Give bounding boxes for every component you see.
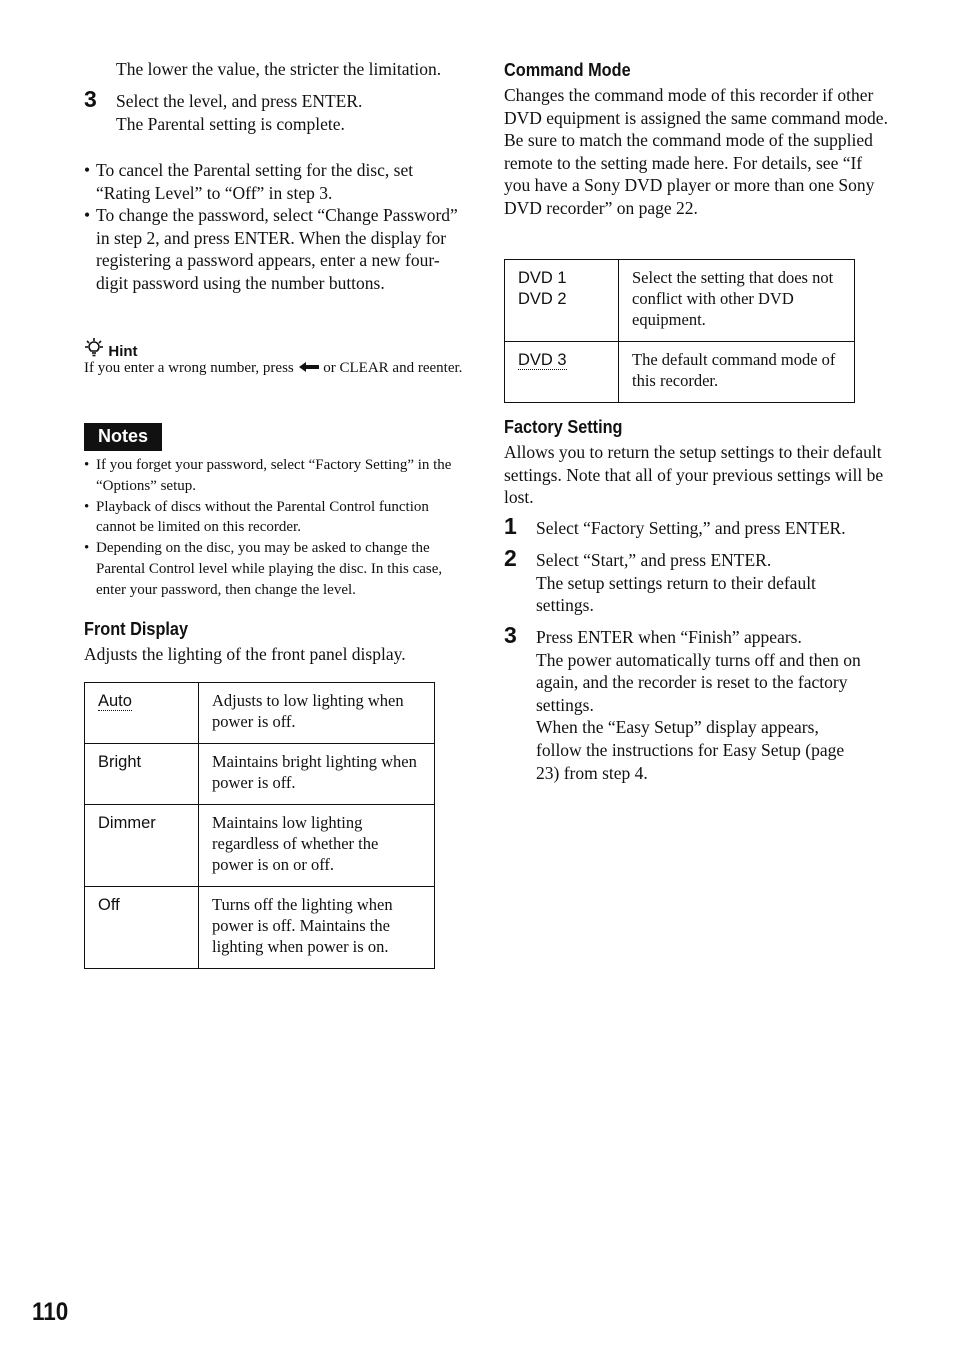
notes-badge: Notes bbox=[84, 423, 162, 451]
front-display-description: Adjusts the lighting of the front panel display. bbox=[84, 644, 406, 664]
notes-list bbox=[84, 455, 469, 601]
step-text-line: Select the level, and press ENTER. bbox=[116, 91, 363, 111]
step-number: 2 bbox=[504, 545, 517, 571]
front-display-title: Front Display bbox=[84, 618, 189, 639]
option-key: DVD 3 bbox=[518, 351, 567, 369]
option-description: Maintains bright lighting when power is off. bbox=[199, 744, 435, 805]
factory-step-1 bbox=[504, 513, 924, 540]
step-text-line: Press ENTER when “Finish” appears. bbox=[536, 627, 802, 647]
step-number: 3 bbox=[84, 86, 97, 112]
option-description: Turns off the lighting when power is off. Maintains the lighting when power is on. bbox=[199, 887, 435, 969]
note-item: • Depending on the disc, you may be asked to change the Parental Control level while playing the disc. In this case, enter your password, then change the level. bbox=[84, 538, 469, 600]
step-number: 3 bbox=[504, 622, 517, 648]
table-row bbox=[85, 805, 435, 887]
factory-step-3 bbox=[504, 622, 924, 784]
return-arrow-icon bbox=[298, 360, 324, 376]
option-key: Off bbox=[85, 887, 199, 969]
table-row bbox=[85, 683, 435, 744]
command-mode-table bbox=[504, 259, 855, 403]
note-item: • Playback of discs without the Parental Control function cannot be limited on this recorder. bbox=[84, 497, 469, 539]
option-key: Auto bbox=[98, 692, 132, 710]
option-key: DVD 1 bbox=[518, 269, 567, 287]
step-text-line: The power automatically turns off and then on again, and the recorder is reset to the factory settings. bbox=[536, 649, 861, 715]
table-row bbox=[505, 342, 855, 403]
option-description: Select the setting that does not conflict with other DVD equipment. bbox=[619, 260, 855, 342]
option-description: Adjusts to low lighting when power is off. bbox=[199, 683, 435, 744]
factory-step-2 bbox=[504, 545, 924, 617]
command-mode-description: Changes the command mode of this recorder if other DVD equipment is assigned the same command mode. Be sure to match the command mode of the supplied remote to the setting made here. For details, see “If you have a Sony DVD player or more than one Sony DVD recorder” on page 22. bbox=[504, 85, 888, 218]
step-text-line: Select “Factory Setting,” and press ENTER. bbox=[536, 518, 846, 538]
option-description: The default command mode of this recorder. bbox=[619, 342, 855, 403]
option-key: DVD 2 bbox=[518, 290, 567, 308]
option-description: Maintains low lighting regardless of whether the power is on or off. bbox=[199, 805, 435, 887]
step-text-line: When the “Easy Setup” display appears, follow the instructions for Easy Setup (page 23) from step 4. bbox=[536, 717, 845, 783]
hint-text: If you enter a wrong number, press or CLEAR and reenter. bbox=[84, 360, 463, 376]
step-number: 1 bbox=[504, 513, 517, 539]
factory-setting-description: Allows you to return the setup settings to their default settings. Note that all of your previous settings will be lost. bbox=[504, 442, 884, 508]
command-mode-title: Command Mode bbox=[504, 59, 631, 80]
list-item: • To cancel the Parental setting for the disc, set “Rating Level” to “Off” in step 3. bbox=[84, 159, 469, 204]
option-key: Bright bbox=[85, 744, 199, 805]
table-row bbox=[85, 887, 435, 969]
tips-list bbox=[84, 159, 469, 295]
list-item: • To change the password, select “Change Password” in step 2, and press ENTER. When the display for registering a password appears, enter a new four-digit password using the number buttons. bbox=[84, 204, 469, 294]
front-display-table bbox=[84, 682, 435, 969]
note-item: • If you forget your password, select “Factory Setting” in the “Options” setup. bbox=[84, 455, 469, 497]
lightbulb-icon bbox=[84, 340, 108, 360]
step-text-line: Select “Start,” and press ENTER. bbox=[536, 550, 772, 570]
step-text-line: The setup settings return to their default settings. bbox=[536, 572, 816, 616]
table-row bbox=[85, 744, 435, 805]
factory-setting-title: Factory Setting bbox=[504, 416, 623, 437]
step-text-line: The Parental setting is complete. bbox=[116, 113, 345, 134]
step-3 bbox=[84, 86, 504, 135]
table-row bbox=[505, 260, 855, 342]
option-key: Dimmer bbox=[85, 805, 199, 887]
page-number: 110 bbox=[32, 1298, 69, 1326]
hint-label: Hint bbox=[108, 343, 138, 360]
intro-line: The lower the value, the stricter the limitation. bbox=[116, 59, 442, 79]
